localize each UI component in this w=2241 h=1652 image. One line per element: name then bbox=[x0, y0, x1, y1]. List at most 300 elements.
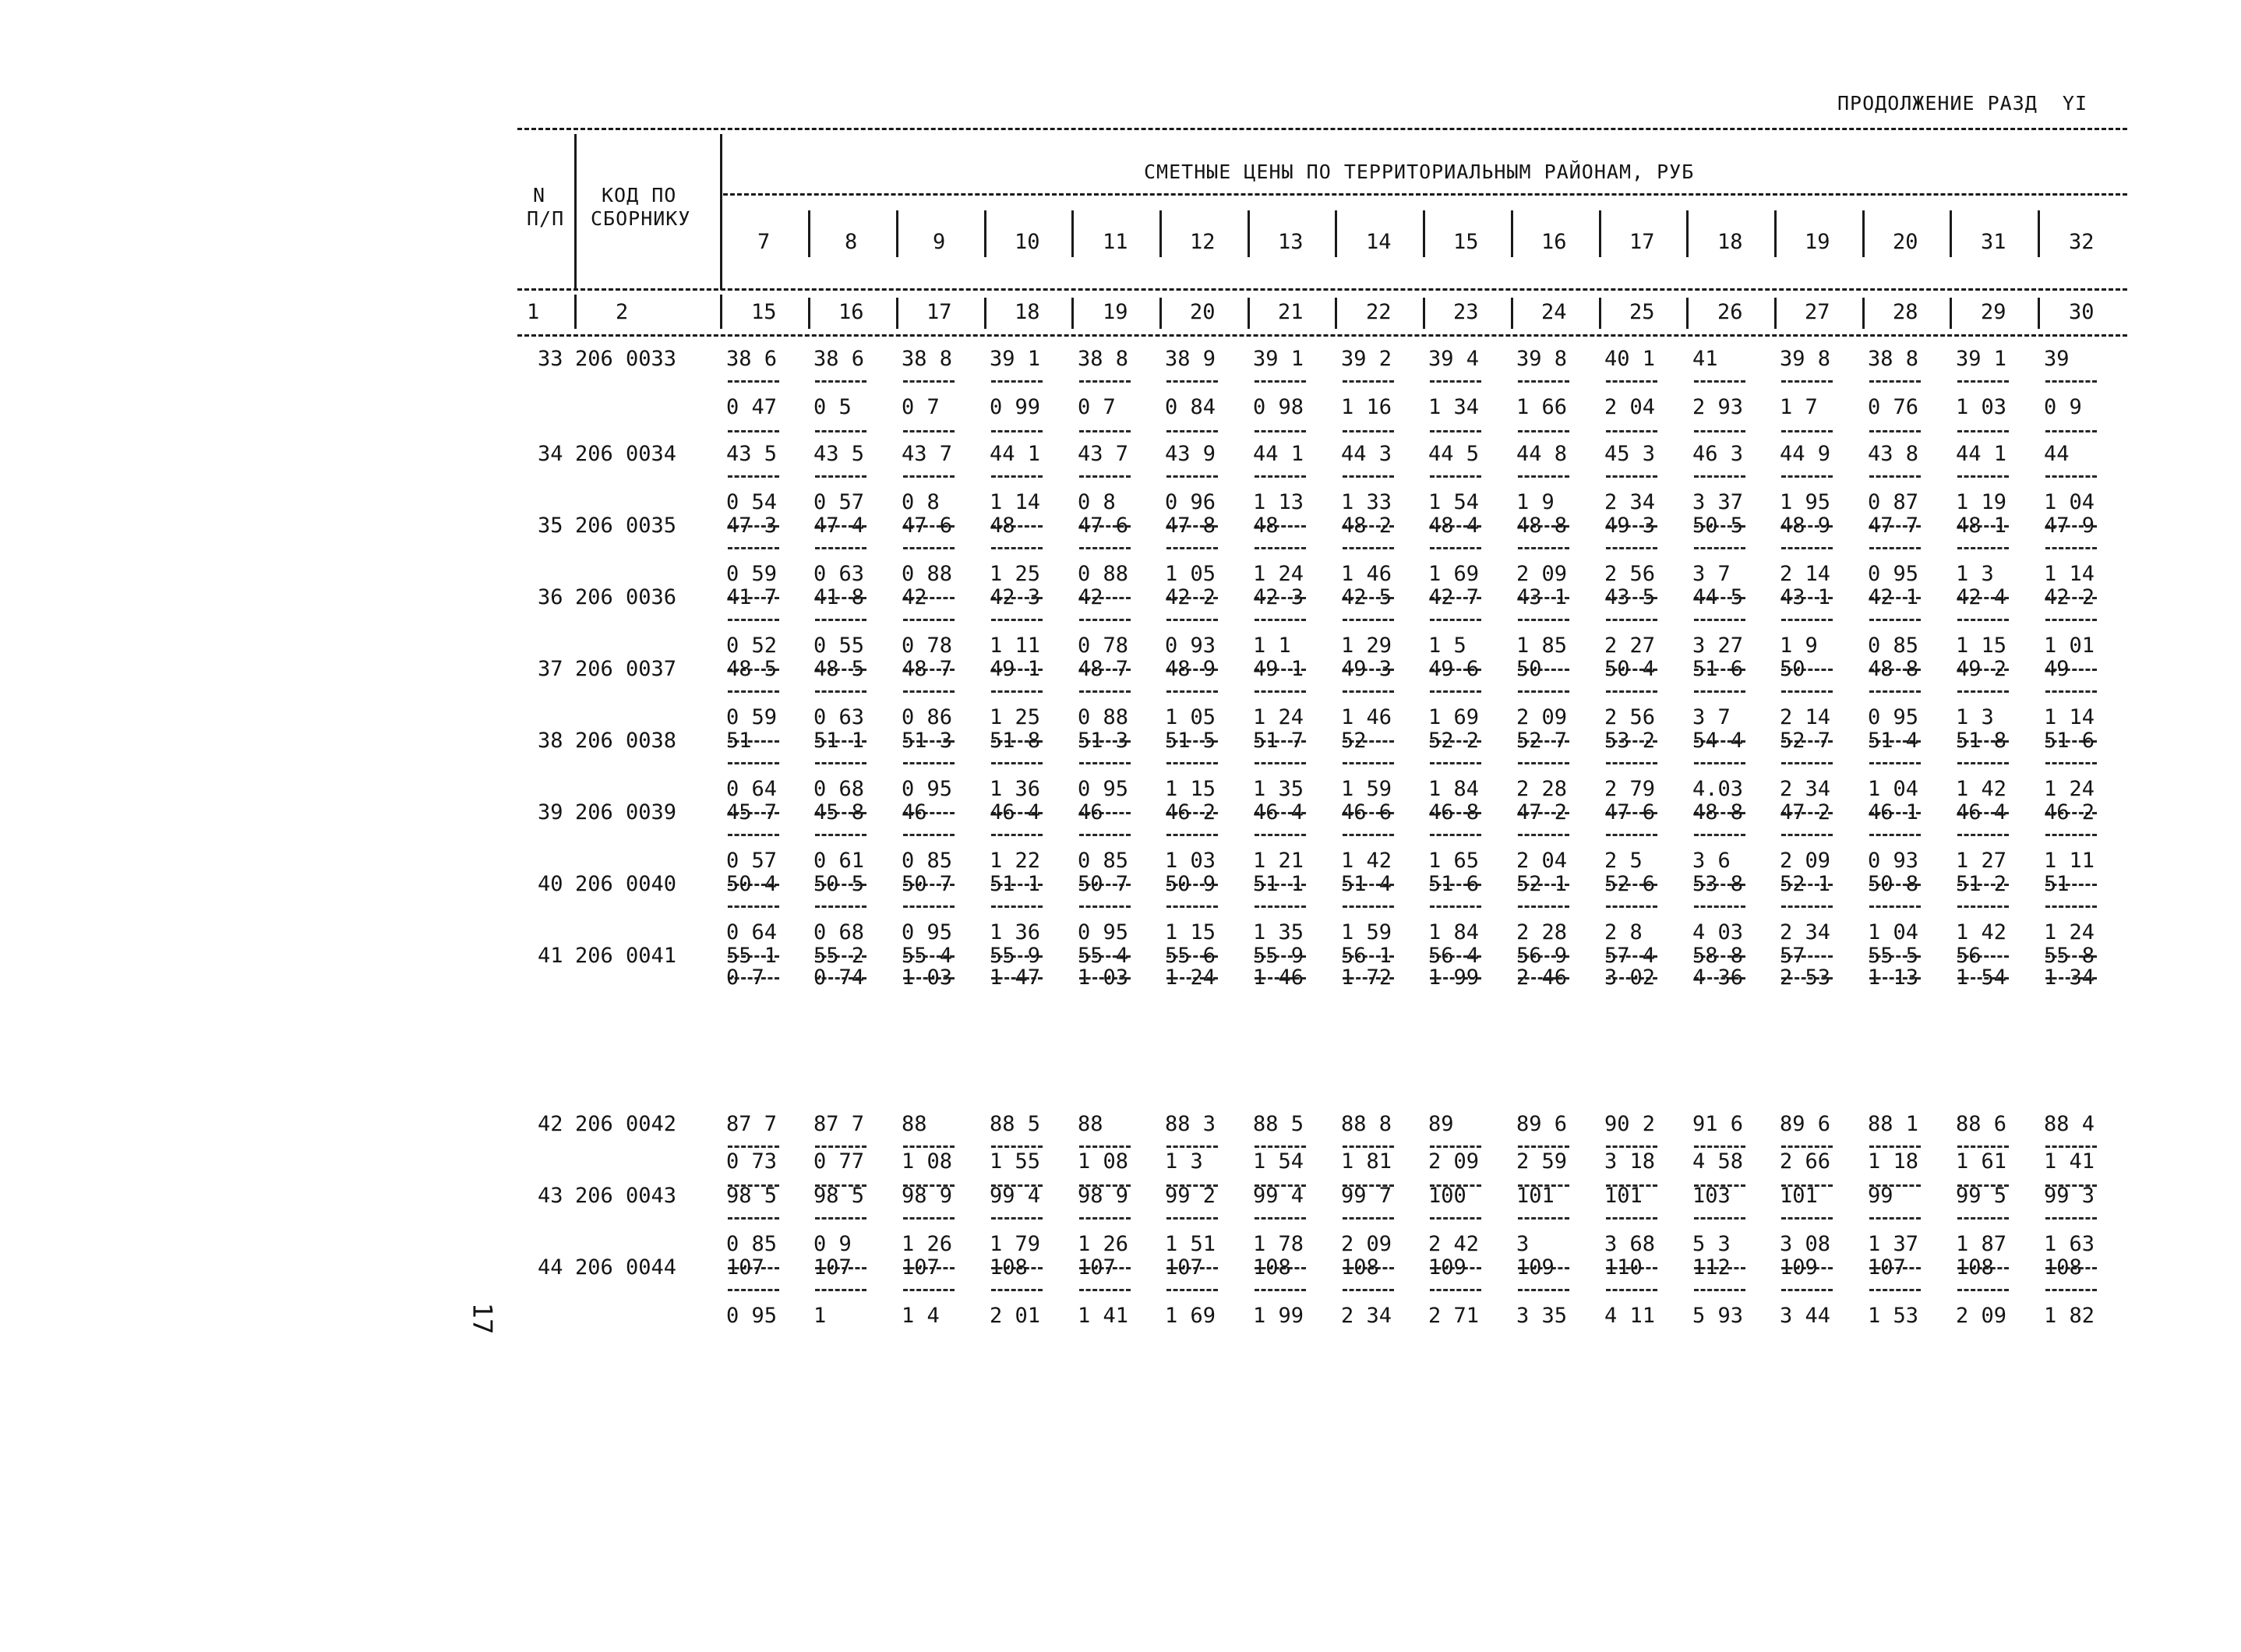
price-value: 99 3 bbox=[2044, 1184, 2095, 1208]
price-value: 38 8 bbox=[902, 347, 953, 371]
cost-value: 3 6 bbox=[1692, 849, 1731, 873]
price-value: 44 5 bbox=[1428, 442, 1480, 466]
region-col-divider bbox=[896, 210, 898, 257]
cost-value: 1 25 bbox=[990, 562, 1041, 586]
value-separator bbox=[1957, 690, 2009, 693]
cost-value: 1 27 bbox=[1956, 849, 2007, 873]
row-code: 206 0037 bbox=[575, 657, 677, 681]
price-value: 87 7 bbox=[726, 1112, 778, 1136]
price-value: 43 7 bbox=[902, 442, 953, 466]
cost-value: 0 86 bbox=[902, 705, 953, 729]
cost-value: 1 85 bbox=[1516, 634, 1568, 658]
header-code-label-2: СБОРНИКУ bbox=[591, 207, 691, 230]
cost-value: 2 01 bbox=[990, 1304, 1041, 1328]
cost-value: 3 7 bbox=[1692, 562, 1731, 586]
price-value: 99 7 bbox=[1341, 1184, 1392, 1208]
value-separator bbox=[1606, 690, 1657, 693]
value-separator bbox=[1781, 547, 1833, 549]
value-separator bbox=[1694, 619, 1745, 621]
value-separator bbox=[991, 1217, 1043, 1220]
value-separator bbox=[815, 619, 866, 621]
price-value: 51 8 bbox=[990, 729, 1041, 753]
row-number: 39 bbox=[538, 800, 563, 824]
value-separator bbox=[728, 430, 779, 432]
value-separator bbox=[815, 834, 866, 836]
cost-value: 0 85 bbox=[1868, 634, 1919, 658]
cost-value: 2 14 bbox=[1780, 705, 1831, 729]
price-value: 108 bbox=[1956, 1255, 1994, 1280]
value-separator bbox=[1079, 1217, 1131, 1220]
cost-value: 2 04 bbox=[1516, 849, 1568, 873]
price-value: 44 8 bbox=[1516, 442, 1568, 466]
price-value: 58 8 bbox=[1692, 944, 1744, 968]
price-value: 55 4 bbox=[1078, 944, 1129, 968]
row-number: 44 bbox=[538, 1255, 563, 1280]
price-value: 98 5 bbox=[813, 1184, 865, 1208]
row-number: 40 bbox=[538, 872, 563, 896]
index-num-divider bbox=[574, 295, 577, 329]
region-col-divider bbox=[808, 210, 810, 257]
region-header: 14 bbox=[1366, 230, 1392, 254]
index-col-divider bbox=[1423, 298, 1425, 329]
region-header: 16 bbox=[1541, 230, 1567, 254]
cost-value: 1 1 bbox=[1253, 634, 1291, 658]
value-separator bbox=[1255, 619, 1306, 621]
value-separator bbox=[1343, 475, 1394, 478]
index-header: 27 bbox=[1805, 300, 1830, 324]
value-separator bbox=[728, 1145, 779, 1148]
value-separator bbox=[1957, 547, 2009, 549]
price-value: 91 6 bbox=[1692, 1112, 1744, 1136]
value-separator bbox=[1255, 430, 1306, 432]
index-col-divider bbox=[984, 298, 986, 329]
value-separator bbox=[1343, 1217, 1394, 1220]
value-separator bbox=[903, 1217, 955, 1220]
header-num-label-2: П/П bbox=[527, 207, 565, 230]
cost-value: 1 03 bbox=[1956, 395, 2007, 419]
cost-value: 1 29 bbox=[1341, 634, 1392, 658]
value-separator bbox=[815, 380, 866, 383]
cost-value: 2 46 bbox=[1516, 965, 1568, 990]
price-value: 48 7 bbox=[902, 657, 953, 681]
row-code: 206 0043 bbox=[575, 1184, 677, 1208]
cost-value: 1 04 bbox=[1868, 920, 1919, 944]
price-value: 51 1 bbox=[1253, 872, 1304, 896]
cost-value: 0 98 bbox=[1253, 395, 1304, 419]
price-value: 42 5 bbox=[1341, 585, 1392, 609]
price-value: 46 bbox=[902, 800, 927, 824]
value-separator bbox=[1166, 547, 1218, 549]
price-value: 56 4 bbox=[1428, 944, 1480, 968]
price-value: 50 bbox=[1516, 657, 1542, 681]
cost-value: 1 46 bbox=[1341, 562, 1392, 586]
cost-value: 0 7 bbox=[726, 965, 764, 990]
value-separator bbox=[1869, 1217, 1921, 1220]
price-value: 47 3 bbox=[726, 514, 778, 538]
value-separator bbox=[1869, 762, 1921, 764]
cost-value: 1 5 bbox=[1428, 634, 1466, 658]
price-value: 50 5 bbox=[1692, 514, 1744, 538]
price-value: 40 1 bbox=[1604, 347, 1656, 371]
value-separator bbox=[1255, 1289, 1306, 1291]
region-col-divider bbox=[984, 210, 986, 257]
price-value: 42 4 bbox=[1956, 585, 2007, 609]
row-code: 206 0044 bbox=[575, 1255, 677, 1280]
cost-value: 1 3 bbox=[1956, 705, 1994, 729]
price-value: 43 9 bbox=[1165, 442, 1216, 466]
cost-value: 0 61 bbox=[813, 849, 865, 873]
cost-value: 1 35 bbox=[1253, 777, 1304, 801]
region-header: 13 bbox=[1278, 230, 1304, 254]
price-value: 38 6 bbox=[813, 347, 865, 371]
cost-value: 0 64 bbox=[726, 777, 778, 801]
index-row-rule bbox=[517, 334, 2127, 337]
value-separator bbox=[1079, 1289, 1131, 1291]
price-value: 107 bbox=[902, 1255, 940, 1280]
cost-value: 1 84 bbox=[1428, 777, 1480, 801]
price-value: 39 1 bbox=[1253, 347, 1304, 371]
value-separator bbox=[1079, 1145, 1131, 1148]
price-value: 99 4 bbox=[990, 1184, 1041, 1208]
value-separator bbox=[1079, 619, 1131, 621]
price-value: 50 bbox=[1780, 657, 1805, 681]
value-separator bbox=[1166, 690, 1218, 693]
value-separator bbox=[991, 690, 1043, 693]
cost-value: 1 54 bbox=[1253, 1149, 1304, 1174]
cost-value: 1 41 bbox=[1078, 1304, 1129, 1328]
header-code-divider bbox=[720, 134, 722, 290]
value-separator bbox=[728, 762, 779, 764]
value-separator bbox=[1079, 762, 1131, 764]
price-value: 101 bbox=[1516, 1184, 1555, 1208]
cost-value: 3 37 bbox=[1692, 490, 1744, 514]
index-col-divider bbox=[808, 298, 810, 329]
price-value: 43 7 bbox=[1078, 442, 1129, 466]
price-value: 51 bbox=[726, 729, 752, 753]
value-separator bbox=[1343, 762, 1394, 764]
row-number: 41 bbox=[538, 944, 563, 968]
price-value: 48 2 bbox=[1341, 514, 1392, 538]
value-separator bbox=[2045, 475, 2097, 478]
cost-value: 1 18 bbox=[1868, 1149, 1919, 1174]
value-separator bbox=[2045, 834, 2097, 836]
price-value: 109 bbox=[1780, 1255, 1818, 1280]
price-value: 107 bbox=[1165, 1255, 1203, 1280]
value-separator bbox=[1781, 1289, 1833, 1291]
region-header: 15 bbox=[1453, 230, 1479, 254]
value-separator bbox=[1079, 380, 1131, 383]
value-separator bbox=[1606, 475, 1657, 478]
region-header: 17 bbox=[1629, 230, 1655, 254]
value-separator bbox=[991, 1145, 1043, 1148]
price-value: 46 1 bbox=[1868, 800, 1919, 824]
cost-value: 0 84 bbox=[1165, 395, 1216, 419]
cost-value: 0 59 bbox=[726, 562, 778, 586]
cost-value: 1 03 bbox=[902, 965, 953, 990]
value-separator bbox=[991, 475, 1043, 478]
value-separator bbox=[903, 430, 955, 432]
cost-value: 1 3 bbox=[1956, 562, 1994, 586]
cost-value: 3 08 bbox=[1780, 1232, 1831, 1256]
price-value: 51 8 bbox=[1956, 729, 2007, 753]
value-separator bbox=[991, 834, 1043, 836]
value-separator bbox=[2045, 380, 2097, 383]
cost-value: 1 3 bbox=[1165, 1149, 1203, 1174]
cost-value: 1 63 bbox=[2044, 1232, 2095, 1256]
value-separator bbox=[1957, 619, 2009, 621]
price-value: 89 6 bbox=[1516, 1112, 1568, 1136]
price-value: 49 3 bbox=[1604, 514, 1656, 538]
price-value: 41 7 bbox=[726, 585, 778, 609]
price-value: 88 4 bbox=[2044, 1112, 2095, 1136]
row-code: 206 0041 bbox=[575, 944, 677, 968]
cost-value: 1 05 bbox=[1165, 562, 1216, 586]
value-separator bbox=[1957, 1289, 2009, 1291]
price-value: 51 6 bbox=[2044, 729, 2095, 753]
index-col-divider bbox=[896, 298, 898, 329]
index-col-divider bbox=[1686, 298, 1689, 329]
index-header: 17 bbox=[926, 300, 952, 324]
value-separator bbox=[1079, 547, 1131, 549]
value-separator bbox=[1430, 619, 1481, 621]
price-value: 107 bbox=[1078, 1255, 1116, 1280]
cost-value: 1 72 bbox=[1341, 965, 1392, 990]
price-value: 46 bbox=[1078, 800, 1103, 824]
value-separator bbox=[1166, 762, 1218, 764]
price-value: 46 3 bbox=[1692, 442, 1744, 466]
value-separator bbox=[903, 475, 955, 478]
value-separator bbox=[1343, 690, 1394, 693]
cost-value: 0 7 bbox=[1078, 395, 1116, 419]
cost-value: 2 93 bbox=[1692, 395, 1744, 419]
cost-value: 1 69 bbox=[1428, 562, 1480, 586]
row-number: 33 bbox=[538, 347, 563, 371]
index-header: 16 bbox=[838, 300, 864, 324]
price-value: 43 1 bbox=[1780, 585, 1831, 609]
value-separator bbox=[903, 762, 955, 764]
value-separator bbox=[1343, 430, 1394, 432]
price-value: 44 3 bbox=[1341, 442, 1392, 466]
cost-value: 2 34 bbox=[1604, 490, 1656, 514]
value-separator bbox=[1343, 547, 1394, 549]
price-value: 108 bbox=[1341, 1255, 1379, 1280]
value-separator bbox=[1166, 1217, 1218, 1220]
cost-value: 2 59 bbox=[1516, 1149, 1568, 1174]
cost-value: 0 54 bbox=[726, 490, 778, 514]
price-value: 55 9 bbox=[1253, 944, 1304, 968]
value-separator bbox=[1957, 762, 2009, 764]
price-value: 112 bbox=[1692, 1255, 1731, 1280]
cost-value: 0 73 bbox=[726, 1149, 778, 1174]
price-value: 88 1 bbox=[1868, 1112, 1919, 1136]
value-separator bbox=[1781, 1217, 1833, 1220]
value-separator bbox=[1694, 430, 1745, 432]
value-separator bbox=[1343, 619, 1394, 621]
cost-value: 1 95 bbox=[1780, 490, 1831, 514]
value-separator bbox=[2045, 762, 2097, 764]
value-separator bbox=[1255, 1217, 1306, 1220]
price-value: 52 1 bbox=[1516, 872, 1568, 896]
cost-value: 0 93 bbox=[1868, 849, 1919, 873]
value-separator bbox=[1957, 430, 2009, 432]
row-code: 206 0038 bbox=[575, 729, 677, 753]
region-col-divider bbox=[1335, 210, 1337, 257]
value-separator bbox=[1694, 834, 1745, 836]
cost-value: 0 57 bbox=[813, 490, 865, 514]
price-value: 52 7 bbox=[1780, 729, 1831, 753]
index-header: 28 bbox=[1893, 300, 1918, 324]
region-header: 12 bbox=[1190, 230, 1216, 254]
value-separator bbox=[903, 380, 955, 383]
value-separator bbox=[1957, 1217, 2009, 1220]
value-separator bbox=[1518, 619, 1569, 621]
cost-value: 0 96 bbox=[1165, 490, 1216, 514]
value-separator bbox=[1518, 1145, 1569, 1148]
cost-value: 1 99 bbox=[1428, 965, 1480, 990]
cost-value: 3 35 bbox=[1516, 1304, 1568, 1328]
price-value: 48 bbox=[990, 514, 1015, 538]
value-separator bbox=[815, 690, 866, 693]
cost-value: 1 66 bbox=[1516, 395, 1568, 419]
cost-value: 1 13 bbox=[1868, 965, 1919, 990]
row-number: 42 bbox=[538, 1112, 563, 1136]
value-separator bbox=[728, 1217, 779, 1220]
price-value: 51 1 bbox=[990, 872, 1041, 896]
cost-value: 2 56 bbox=[1604, 705, 1656, 729]
index-col-divider bbox=[1335, 298, 1337, 329]
price-value: 52 2 bbox=[1428, 729, 1480, 753]
value-separator bbox=[903, 547, 955, 549]
region-col-divider bbox=[1248, 210, 1250, 257]
value-separator bbox=[1694, 690, 1745, 693]
price-value: 42 3 bbox=[1253, 585, 1304, 609]
value-separator bbox=[1869, 475, 1921, 478]
cost-value: 1 24 bbox=[1165, 965, 1216, 990]
value-separator bbox=[1869, 547, 1921, 549]
index-header: 23 bbox=[1453, 300, 1479, 324]
value-separator bbox=[991, 430, 1043, 432]
cost-value: 0 88 bbox=[902, 562, 953, 586]
price-value: 90 2 bbox=[1604, 1112, 1656, 1136]
price-value: 44 5 bbox=[1692, 585, 1744, 609]
cost-value: 4.03 bbox=[1692, 777, 1744, 801]
row-code: 206 0033 bbox=[575, 347, 677, 371]
price-value: 45 8 bbox=[813, 800, 865, 824]
cost-value: 4 58 bbox=[1692, 1149, 1744, 1174]
value-separator bbox=[1781, 834, 1833, 836]
cost-value: 1 69 bbox=[1428, 705, 1480, 729]
price-value: 50 5 bbox=[813, 872, 865, 896]
price-value: 50 7 bbox=[1078, 872, 1129, 896]
index-code-divider bbox=[720, 295, 722, 329]
value-separator bbox=[1694, 475, 1745, 478]
cost-value: 0 87 bbox=[1868, 490, 1919, 514]
price-value: 43 5 bbox=[813, 442, 865, 466]
price-value: 99 bbox=[1868, 1184, 1893, 1208]
price-value: 107 bbox=[813, 1255, 852, 1280]
value-separator bbox=[1430, 690, 1481, 693]
value-separator bbox=[1606, 1217, 1657, 1220]
cost-value: 0 93 bbox=[1165, 634, 1216, 658]
cost-value: 1 35 bbox=[1253, 920, 1304, 944]
cost-value: 1 4 bbox=[902, 1304, 940, 1328]
value-separator bbox=[1079, 834, 1131, 836]
price-value: 46 6 bbox=[1341, 800, 1392, 824]
value-separator bbox=[1781, 430, 1833, 432]
price-value: 46 2 bbox=[1165, 800, 1216, 824]
region-header: 20 bbox=[1893, 230, 1918, 254]
price-value: 48 5 bbox=[726, 657, 778, 681]
price-value: 87 7 bbox=[813, 1112, 865, 1136]
price-value: 49 6 bbox=[1428, 657, 1480, 681]
price-value: 39 8 bbox=[1780, 347, 1831, 371]
price-value: 98 9 bbox=[902, 1184, 953, 1208]
value-separator bbox=[1166, 1145, 1218, 1148]
cost-value: 1 9 bbox=[1516, 490, 1555, 514]
cost-value: 1 21 bbox=[1253, 849, 1304, 873]
price-value: 47 9 bbox=[2044, 514, 2095, 538]
region-header: 19 bbox=[1805, 230, 1830, 254]
cost-value: 1 36 bbox=[990, 920, 1041, 944]
cost-value: 1 08 bbox=[1078, 1149, 1129, 1174]
value-separator bbox=[1606, 380, 1657, 383]
page-number: 17 bbox=[466, 1302, 498, 1335]
page-header: ПРОДОЛЖЕНИЕ РАЗД YI bbox=[1837, 92, 2088, 115]
price-value: 103 bbox=[1692, 1184, 1731, 1208]
price-value: 88 bbox=[902, 1112, 927, 1136]
value-separator bbox=[1869, 1289, 1921, 1291]
price-value: 41 bbox=[1692, 347, 1718, 371]
value-separator bbox=[1430, 1217, 1481, 1220]
row-code: 206 0042 bbox=[575, 1112, 677, 1136]
price-value: 52 6 bbox=[1604, 872, 1656, 896]
region-header: 32 bbox=[2069, 230, 2095, 254]
cost-value: 1 54 bbox=[1956, 965, 2007, 990]
row-code: 206 0040 bbox=[575, 872, 677, 896]
price-value: 51 3 bbox=[1078, 729, 1129, 753]
price-value: 107 bbox=[1868, 1255, 1906, 1280]
price-value: 48 8 bbox=[1516, 514, 1568, 538]
value-separator bbox=[1343, 1145, 1394, 1148]
cost-value: 1 36 bbox=[990, 777, 1041, 801]
cost-value: 0 9 bbox=[813, 1232, 852, 1256]
price-value: 44 bbox=[2044, 442, 2070, 466]
value-separator bbox=[728, 905, 779, 908]
index-num: 1 bbox=[527, 300, 540, 324]
cost-value: 1 15 bbox=[1165, 920, 1216, 944]
value-separator bbox=[1869, 619, 1921, 621]
price-value: 51 1 bbox=[813, 729, 865, 753]
cost-value: 0 77 bbox=[813, 1149, 865, 1174]
price-value: 47 2 bbox=[1516, 800, 1568, 824]
cost-value: 1 65 bbox=[1428, 849, 1480, 873]
region-col-divider bbox=[1686, 210, 1689, 257]
value-separator bbox=[991, 1289, 1043, 1291]
cost-value: 0 85 bbox=[1078, 849, 1129, 873]
value-separator bbox=[1606, 1145, 1657, 1148]
price-value: 44 1 bbox=[990, 442, 1041, 466]
value-separator bbox=[1166, 834, 1218, 836]
value-separator bbox=[1166, 619, 1218, 621]
row-number: 37 bbox=[538, 657, 563, 681]
cost-value: 1 24 bbox=[2044, 920, 2095, 944]
header-num-label: N bbox=[533, 184, 546, 206]
cost-value: 0 95 bbox=[726, 1304, 778, 1328]
price-value: 100 bbox=[1428, 1184, 1466, 1208]
region-header: 8 bbox=[845, 230, 858, 254]
region-header: 18 bbox=[1717, 230, 1743, 254]
price-value: 47 6 bbox=[1604, 800, 1656, 824]
